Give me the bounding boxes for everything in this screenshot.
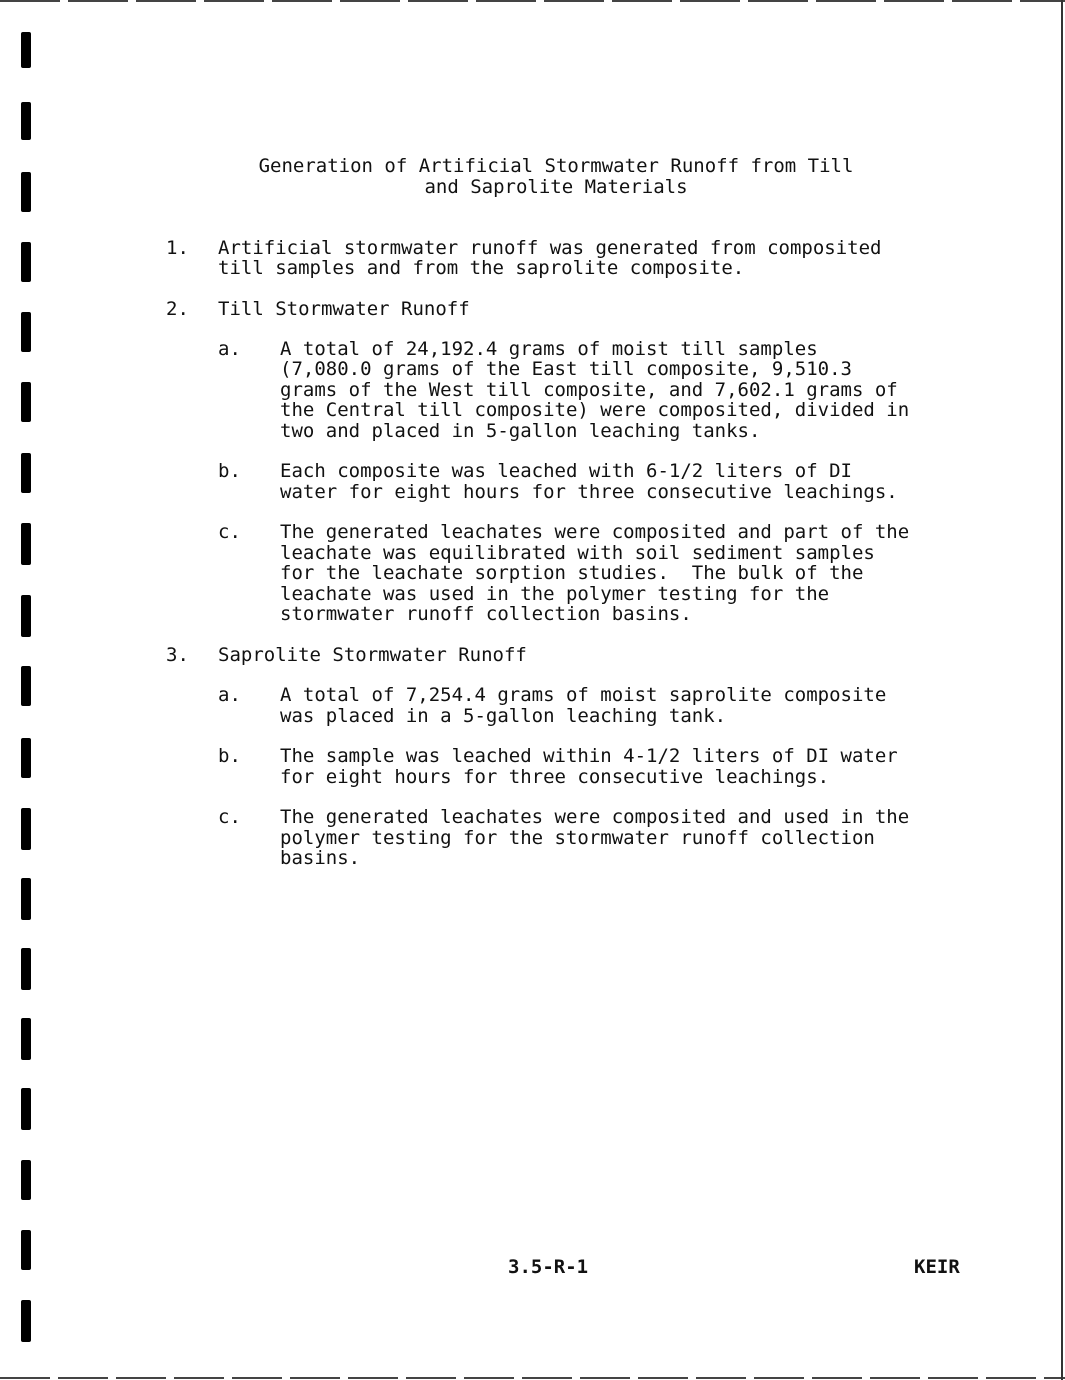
subitem-text-line: basins. [280,847,361,869]
binding-hole [21,382,31,422]
scan-edge-top [0,0,1065,2]
binding-hole [21,102,31,140]
binding-hole [21,595,31,637]
subitem-text-line: for the leachate sorption studies. The bulk of the [280,562,864,584]
document-title-line-1: Generation of Artificial Stormwater Runoff from Till [258,155,854,177]
subitem-text-line: A total of 7,254.4 grams of moist saprolite composite [280,684,887,706]
binding-hole [21,878,31,920]
binding-hole [21,948,31,990]
subitem-text-line: leachate was equilibrated with soil sediment samples [280,542,875,564]
item-number: 3. [166,644,189,666]
item-number: 2. [166,298,189,320]
binding-hole [21,453,31,493]
subitem-text-line: was placed in a 5-gallon leaching tank. [280,705,727,727]
binding-hole [21,1088,31,1130]
subitem-text-line: two and placed in 5-gallon leaching tanks. [280,420,761,442]
subitem-text-line: The generated leachates were composited and used in the [280,806,910,828]
document-code: KEIR [914,1256,960,1278]
subitem-letter: c. [218,521,241,543]
subitem-text-line: for eight hours for three consecutive leachings. [280,766,830,788]
binding-hole [21,1018,31,1060]
section-heading-till: Till Stormwater Runoff [218,298,470,320]
binding-hole [21,738,31,778]
scan-edge-bottom [0,1377,1065,1379]
subitem-text-line: The sample was leached within 4-1/2 liters of DI water [280,745,898,767]
subitem-text-line: A total of 24,192.4 grams of moist till samples [280,338,818,360]
subitem-text-line: polymer testing for the stormwater runoff collection [280,827,875,849]
item-number: 1. [166,237,189,259]
binding-hole [21,32,31,68]
binding-hole [21,523,31,565]
subitem-letter: b. [218,460,241,482]
scan-edge-right [1061,0,1063,1380]
document-title-line-2: and Saprolite Materials [424,176,688,198]
subitem-letter: a. [218,684,241,706]
item-text-line: till samples and from the saprolite composite. [218,257,745,279]
subitem-letter: b. [218,745,241,767]
subitem-text-line: The generated leachates were composited and part of the [280,521,910,543]
subitem-letter: c. [218,806,241,828]
binding-hole [21,1300,31,1342]
subitem-text-line: stormwater runoff collection basins. [280,603,692,625]
binding-hole [21,242,31,282]
subitem-text-line: (7,080.0 grams of the East till composite, 9,510.3 [280,358,852,380]
subitem-text-line: the Central till composite) were composited, divided in [280,399,910,421]
subitem-letter: a. [218,338,241,360]
subitem-text-line: water for eight hours for three consecutive leachings. [280,481,898,503]
binding-hole [21,666,31,706]
binding-hole [21,1230,31,1270]
subitem-text-line: leachate was used in the polymer testing for the [280,583,830,605]
subitem-text-line: grams of the West till composite, and 7,602.1 grams of [280,379,898,401]
binding-hole [21,312,31,352]
page-number: 3.5-R-1 [508,1256,589,1278]
item-text-line: Artificial stormwater runoff was generated from composited [218,237,882,259]
binding-hole [21,1160,31,1200]
section-heading-saprolite: Saprolite Stormwater Runoff [218,644,527,666]
subitem-text-line: Each composite was leached with 6-1/2 liters of DI [280,460,852,482]
binding-hole [21,808,31,850]
